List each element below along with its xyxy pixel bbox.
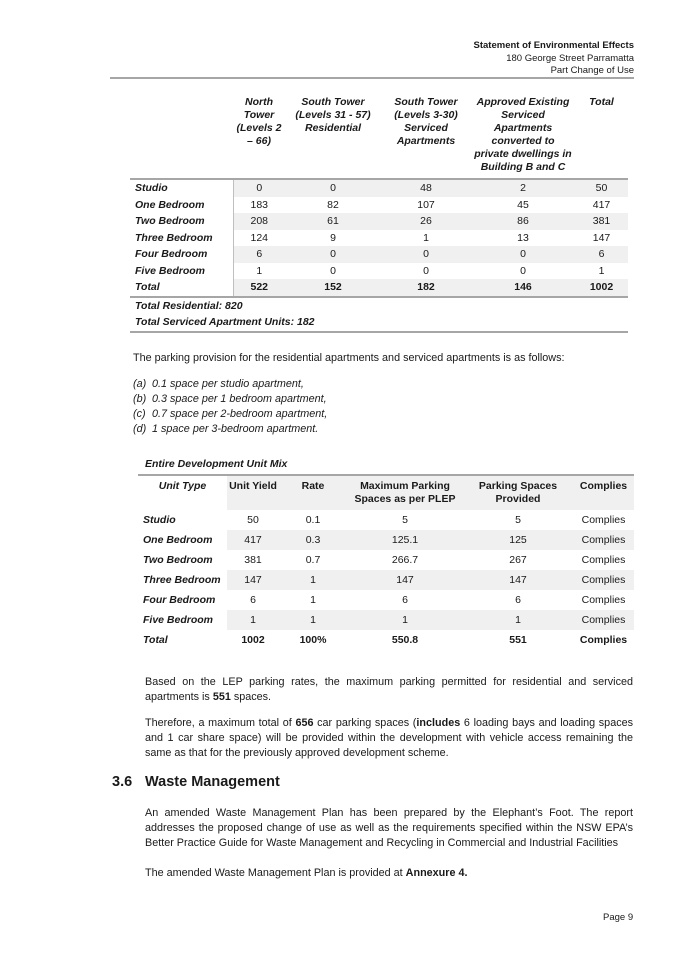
cell: Complies — [581, 514, 626, 526]
row-label: Five Bedroom — [143, 614, 214, 626]
parking-rates-list — [133, 377, 327, 437]
cell: 1002 — [575, 279, 628, 297]
cell: 266.7 — [391, 554, 419, 566]
table-row — [138, 590, 634, 610]
page-number: Page 9 — [603, 912, 634, 923]
column-header: Unit Yield — [227, 475, 279, 510]
list-text: 0.1 space per studio apartment, — [152, 378, 304, 390]
list-marker: (b) — [133, 393, 147, 405]
cell: 50 — [247, 514, 259, 526]
cell: 86 — [471, 213, 575, 230]
cell: 6 — [515, 594, 521, 606]
cell: 0 — [423, 264, 429, 277]
total-parking-value: 656 — [295, 717, 314, 729]
cell: 26 — [381, 213, 471, 230]
column-header: Unit Type — [138, 475, 227, 510]
total-residential-note: Total Residential: 820 — [135, 299, 243, 312]
cell: 48 — [381, 179, 471, 197]
table-caption: Entire Development Unit Mix — [145, 458, 288, 470]
cell: 0 — [285, 246, 381, 263]
cell: 183 — [250, 198, 269, 211]
column-header: South Tower (Levels 3-30) Serviced Apartments — [381, 96, 471, 179]
cell: 0 — [471, 246, 575, 263]
table-header-row — [138, 475, 634, 510]
column-header: South Tower (Levels 31 - 57) Residential — [285, 96, 381, 179]
cell: 522 — [233, 279, 285, 297]
table-row — [138, 550, 634, 570]
max-parking-value: 551 — [212, 691, 231, 703]
cell: 1 — [598, 264, 605, 277]
cell: 0.3 — [279, 530, 347, 550]
table-row — [138, 570, 634, 590]
table-row — [130, 263, 628, 280]
text: spaces. — [230, 691, 272, 703]
cell: 381 — [575, 213, 628, 230]
list-marker: (a) — [133, 378, 147, 390]
row-label: Four Bedroom — [130, 246, 233, 263]
cell: 0 — [520, 264, 526, 277]
column-header: Complies — [573, 475, 634, 510]
cell: 417 — [592, 198, 611, 211]
column-header: Total — [575, 96, 628, 179]
table-note-row — [130, 297, 628, 315]
cell: 417 — [227, 530, 279, 550]
list-text: 0.7 space per 2-bedroom apartment, — [152, 408, 328, 420]
cell: 0.7 — [305, 554, 321, 566]
list-item — [133, 392, 327, 407]
column-header: North Tower (Levels 2 – 66) — [233, 96, 285, 179]
cell: 1 — [227, 610, 279, 630]
cell: 551 — [509, 634, 527, 646]
column-header: Parking Spaces Provided — [463, 475, 573, 510]
cell: 1 — [423, 231, 429, 244]
parking-compliance-table — [138, 474, 634, 650]
cell: 6 — [233, 246, 285, 263]
row-label: Three Bedroom — [130, 230, 233, 247]
row-label: Three Bedroom — [143, 574, 221, 586]
table-note-row — [130, 314, 628, 332]
cell: 182 — [381, 279, 471, 297]
unit-mix-table — [130, 96, 628, 333]
list-text: 1 space per 3-bedroom apartment. — [152, 423, 319, 435]
annexure-reference: Annexure 4. — [405, 867, 468, 879]
parking-intro-paragraph: The parking provision for the residential apartments and serviced apartments is as follows: — [133, 352, 565, 364]
column-header: Maximum Parking Spaces as per PLEP — [347, 475, 463, 510]
text: Based on the LEP parking rates, the maximum parking permitted for residential and serviced apartments is — [145, 676, 633, 703]
list-item — [133, 377, 327, 392]
cell: 152 — [285, 279, 381, 297]
table-row — [130, 213, 628, 230]
list-marker: (c) — [133, 408, 146, 420]
text: 6 loading bays and loading spaces and 1 car share space) will be provided within the development with vehicle access remaining the same as that for the previously approved development scheme. — [145, 717, 633, 759]
table-total-row — [130, 279, 628, 297]
text: Therefore, a maximum total of — [145, 717, 296, 729]
emphasis: includes — [416, 717, 461, 729]
cell: 107 — [417, 198, 435, 211]
row-label: One Bedroom — [130, 197, 233, 214]
header-divider — [110, 77, 634, 79]
document-address: 180 George Street Parramatta — [506, 52, 634, 64]
list-marker: (d) — [133, 423, 147, 435]
cell: 0.1 — [305, 514, 321, 526]
cell: Complies — [573, 530, 634, 550]
cell: 1 — [463, 610, 573, 630]
page-header — [474, 40, 634, 78]
lep-parking-paragraph — [145, 675, 633, 705]
section-heading — [112, 774, 280, 790]
section-title: Waste Management — [145, 774, 280, 790]
cell: 208 — [233, 213, 285, 230]
cell: 13 — [517, 231, 529, 244]
cell: 125.1 — [347, 530, 463, 550]
cell: 9 — [330, 231, 336, 244]
cell: 147 — [592, 231, 611, 244]
cell: 1 — [279, 610, 347, 630]
cell: Complies — [573, 610, 634, 630]
table-row — [138, 530, 634, 550]
cell: 147 — [347, 570, 463, 590]
cell: 82 — [327, 198, 339, 211]
cell: 100% — [299, 634, 327, 646]
column-header: Rate — [279, 475, 347, 510]
table-row — [130, 197, 628, 214]
row-label: Total — [130, 279, 233, 297]
table-row — [130, 179, 628, 197]
cell: 147 — [227, 570, 279, 590]
table-row — [138, 510, 634, 530]
cell: 267 — [509, 554, 527, 566]
row-label: Two Bedroom — [143, 554, 213, 566]
table-total-row — [138, 630, 634, 650]
table-header-row — [130, 96, 628, 179]
cell: 125 — [463, 530, 573, 550]
cell: 5 — [515, 514, 521, 526]
section-number: 3.6 — [112, 774, 133, 790]
cell: 1 — [279, 570, 347, 590]
cell: 1002 — [241, 634, 265, 646]
cell: Complies — [579, 634, 628, 646]
cell: 45 — [517, 198, 529, 211]
text: car parking spaces ( — [313, 717, 417, 729]
row-label: Studio — [143, 514, 176, 526]
document-title: Statement of Environmental Effects — [473, 40, 634, 51]
row-label: Five Bedroom — [130, 263, 233, 280]
cell: 1 — [310, 594, 316, 606]
cell: 0 — [381, 246, 471, 263]
cell: 50 — [575, 179, 628, 197]
document-subtitle: Part Change of Use — [550, 65, 634, 76]
row-label: Two Bedroom — [130, 213, 233, 230]
text: The amended Waste Management Plan is provided at — [145, 867, 406, 879]
cell: 6 — [402, 594, 408, 606]
row-label: One Bedroom — [143, 534, 213, 546]
annexure-paragraph — [145, 866, 633, 881]
cell: 550.8 — [391, 634, 419, 646]
row-label: Total — [143, 634, 168, 646]
cell: 6 — [575, 246, 628, 263]
cell: 1 — [347, 610, 463, 630]
cell: Complies — [581, 594, 626, 606]
table-row — [138, 610, 634, 630]
total-parking-paragraph — [145, 716, 633, 761]
row-label: Four Bedroom — [143, 594, 216, 606]
list-item — [133, 422, 327, 437]
cell: 6 — [250, 594, 256, 606]
cell: 2 — [471, 179, 575, 197]
row-label: Studio — [130, 179, 233, 197]
cell: 61 — [285, 213, 381, 230]
cell: 147 — [463, 570, 573, 590]
column-header: Approved Existing Serviced Apartments converted to private dwellings in Building B and C — [471, 96, 575, 179]
column-header — [130, 96, 233, 179]
cell: 1 — [256, 264, 263, 277]
cell: 0 — [233, 179, 285, 197]
cell: 0 — [330, 264, 336, 277]
cell: 146 — [471, 279, 575, 297]
list-text: 0.3 space per 1 bedroom apartment, — [152, 393, 327, 405]
table-row — [130, 230, 628, 247]
table-row — [130, 246, 628, 263]
cell: 0 — [285, 179, 381, 197]
list-item — [133, 407, 327, 422]
cell: Complies — [573, 570, 634, 590]
cell: Complies — [581, 554, 626, 566]
cell: 5 — [402, 514, 408, 526]
cell: 124 — [250, 231, 269, 244]
cell: 381 — [244, 554, 262, 566]
waste-plan-paragraph: An amended Waste Management Plan has been prepared by the Elephant’s Foot. The report addresses the proposed change of use as well as the requirements specified within the NSW EPA’s Better Practice Guide for Waste Management and Recycling in Commercial and Industrial Facilities — [145, 807, 633, 849]
total-serviced-note: Total Serviced Apartment Units: 182 — [130, 314, 628, 332]
